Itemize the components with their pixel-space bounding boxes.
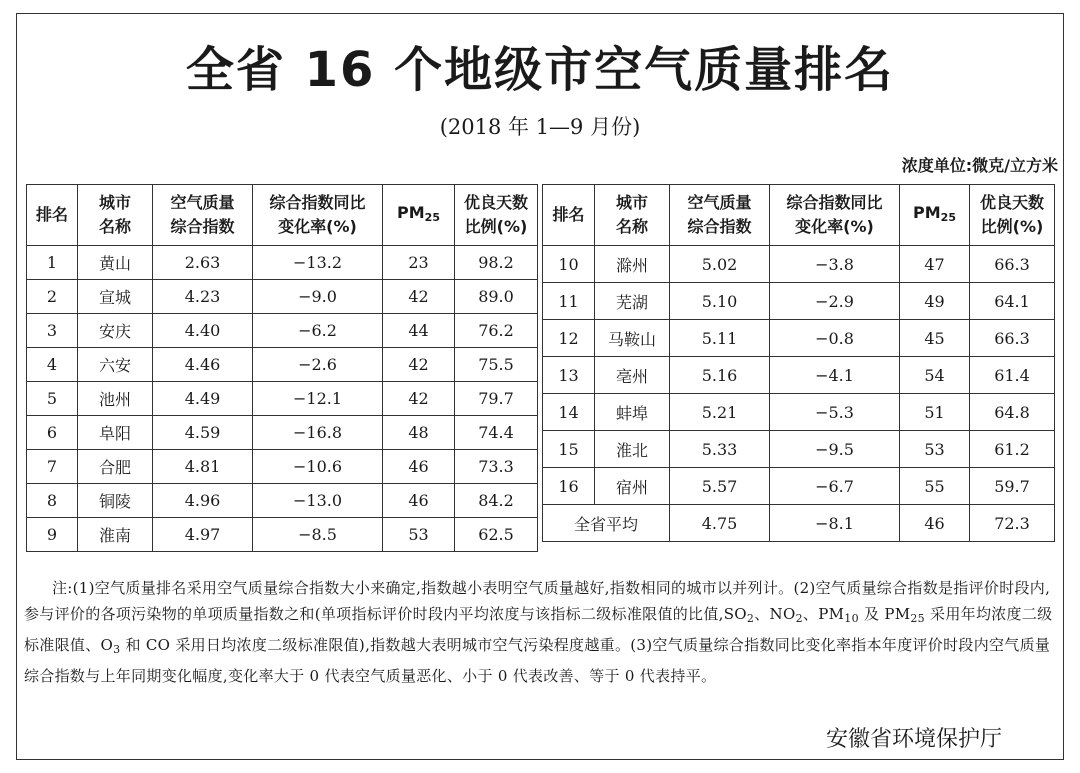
average-label: 全省平均 bbox=[543, 505, 670, 542]
table-row bbox=[543, 431, 1055, 468]
cell-index: 4.59 bbox=[153, 416, 253, 450]
cell-good-days: 64.8 bbox=[970, 394, 1055, 431]
cell-change: −2.9 bbox=[770, 283, 900, 320]
ranking-table-right bbox=[542, 184, 1055, 542]
cell-index: 4.23 bbox=[153, 280, 253, 314]
cell-good-days: 61.4 bbox=[970, 357, 1055, 394]
average-good-days: 72.3 bbox=[970, 505, 1055, 542]
table-row bbox=[543, 246, 1055, 283]
cell-rank: 8 bbox=[27, 484, 78, 518]
header-index: 空气质量 综合指数 bbox=[670, 185, 770, 246]
cell-index: 4.49 bbox=[153, 382, 253, 416]
cell-rank: 14 bbox=[543, 394, 595, 431]
average-index: 4.75 bbox=[670, 505, 770, 542]
cell-good-days: 73.3 bbox=[455, 450, 538, 484]
page-subtitle: (2018 年 1—9 月份) bbox=[439, 115, 641, 139]
cell-rank: 1 bbox=[27, 246, 78, 280]
cell-change: −9.5 bbox=[770, 431, 900, 468]
footnote: 注:(1)空气质量排名采用空气质量综合指数大小来确定,指数越小表明空气质量越好,指数相同的城市以并列计。(2)空气质量综合指数是指评价时段内,参与评价的各项污染物的单项质量指数之和(单项指标评价时段内平均浓度与该指标二级标准限值的比值$,SO_2$、$NO_2$、$PM_{10}$ 及 $PM_{25}$ 采用年均浓度二级标准限值、$O_3$ 和 CO 采用日均浓度二级标准限值),指数越大表明城市空气污染程度越重。(3)空气质量综合指数同比变化率指本年度评价时段内空气质量综合指数与上年同期变化幅度,变化率大于 0 代表空气质量恶化、小于 0 代表改善、等于 0 代表持平。 bbox=[24, 579, 1053, 685]
cell-city: 宣城 bbox=[78, 280, 153, 314]
header-good-days: 优良天数 比例(%) bbox=[970, 185, 1055, 246]
table-row bbox=[27, 280, 538, 314]
table-row bbox=[543, 320, 1055, 357]
cell-good-days: 66.3 bbox=[970, 246, 1055, 283]
cell-good-days: 84.2 bbox=[455, 484, 538, 518]
cell-pm25: 47 bbox=[900, 246, 970, 283]
cell-index: 5.16 bbox=[670, 357, 770, 394]
cell-index: 4.46 bbox=[153, 348, 253, 382]
cell-city: 淮北 bbox=[595, 431, 670, 468]
cell-change: −10.6 bbox=[253, 450, 383, 484]
cell-change: −4.1 bbox=[770, 357, 900, 394]
cell-pm25: 42 bbox=[383, 280, 455, 314]
cell-change: −12.1 bbox=[253, 382, 383, 416]
cell-change: −5.3 bbox=[770, 394, 900, 431]
cell-pm25: 55 bbox=[900, 468, 970, 505]
cell-change: −8.5 bbox=[253, 518, 383, 552]
cell-index: 4.81 bbox=[153, 450, 253, 484]
table-row bbox=[27, 484, 538, 518]
cell-pm25: 45 bbox=[900, 320, 970, 357]
cell-good-days: 59.7 bbox=[970, 468, 1055, 505]
cell-good-days: 61.2 bbox=[970, 431, 1055, 468]
cell-rank: 15 bbox=[543, 431, 595, 468]
cell-rank: 10 bbox=[543, 246, 595, 283]
cell-city: 阜阳 bbox=[78, 416, 153, 450]
ranking-table-left bbox=[26, 184, 538, 552]
cell-good-days: 98.2 bbox=[455, 246, 538, 280]
cell-change: −6.2 bbox=[253, 314, 383, 348]
table-row bbox=[27, 246, 538, 280]
cell-rank: 12 bbox=[543, 320, 595, 357]
cell-rank: 16 bbox=[543, 468, 595, 505]
cell-index: 4.96 bbox=[153, 484, 253, 518]
cell-index: 5.11 bbox=[670, 320, 770, 357]
table-row bbox=[27, 348, 538, 382]
average-row bbox=[543, 505, 1055, 542]
cell-change: −16.8 bbox=[253, 416, 383, 450]
cell-rank: 9 bbox=[27, 518, 78, 552]
cell-index: 4.40 bbox=[153, 314, 253, 348]
cell-city: 蚌埠 bbox=[595, 394, 670, 431]
header-rank: 排名 bbox=[27, 185, 78, 246]
cell-city: 亳州 bbox=[595, 357, 670, 394]
cell-good-days: 89.0 bbox=[455, 280, 538, 314]
cell-good-days: 76.2 bbox=[455, 314, 538, 348]
cell-index: 5.21 bbox=[670, 394, 770, 431]
table-header-row bbox=[27, 185, 538, 246]
cell-rank: 6 bbox=[27, 416, 78, 450]
cell-rank: 3 bbox=[27, 314, 78, 348]
header-change: 综合指数同比 变化率(%) bbox=[253, 185, 383, 246]
cell-city: 六安 bbox=[78, 348, 153, 382]
cell-rank: 13 bbox=[543, 357, 595, 394]
cell-city: 淮南 bbox=[78, 518, 153, 552]
cell-good-days: 74.4 bbox=[455, 416, 538, 450]
cell-pm25: 54 bbox=[900, 357, 970, 394]
header-index: 空气质量 综合指数 bbox=[153, 185, 253, 246]
cell-city: 黄山 bbox=[78, 246, 153, 280]
cell-pm25: 51 bbox=[900, 394, 970, 431]
cell-index: 2.63 bbox=[153, 246, 253, 280]
cell-good-days: 66.3 bbox=[970, 320, 1055, 357]
cell-change: −9.0 bbox=[253, 280, 383, 314]
table-row bbox=[543, 357, 1055, 394]
cell-good-days: 64.1 bbox=[970, 283, 1055, 320]
table-row bbox=[543, 394, 1055, 431]
page-title: 全省 16 个地级市空气质量排名 bbox=[185, 42, 895, 98]
cell-pm25: 23 bbox=[383, 246, 455, 280]
cell-index: 5.57 bbox=[670, 468, 770, 505]
cell-city: 安庆 bbox=[78, 314, 153, 348]
cell-rank: 2 bbox=[27, 280, 78, 314]
header-pm25: $PM_{25}$ bbox=[383, 185, 455, 246]
cell-change: −0.8 bbox=[770, 320, 900, 357]
cell-city: 池州 bbox=[78, 382, 153, 416]
header-good-days: 优良天数 比例(%) bbox=[455, 185, 538, 246]
cell-city: 铜陵 bbox=[78, 484, 153, 518]
cell-index: 5.10 bbox=[670, 283, 770, 320]
cell-pm25: 48 bbox=[383, 416, 455, 450]
table-row bbox=[27, 416, 538, 450]
cell-rank: 5 bbox=[27, 382, 78, 416]
cell-city: 马鞍山 bbox=[595, 320, 670, 357]
unit-note: 浓度单位:微克/立方米 bbox=[901, 156, 1058, 175]
cell-pm25: 44 bbox=[383, 314, 455, 348]
cell-change: −2.6 bbox=[253, 348, 383, 382]
cell-pm25: 53 bbox=[383, 518, 455, 552]
table-row bbox=[543, 468, 1055, 505]
cell-change: −6.7 bbox=[770, 468, 900, 505]
cell-city: 合肥 bbox=[78, 450, 153, 484]
table-row bbox=[27, 518, 538, 552]
cell-rank: 4 bbox=[27, 348, 78, 382]
average-change: −8.1 bbox=[770, 505, 900, 542]
cell-index: 5.33 bbox=[670, 431, 770, 468]
header-rank: 排名 bbox=[543, 185, 595, 246]
table-row bbox=[27, 450, 538, 484]
cell-city: 芜湖 bbox=[595, 283, 670, 320]
cell-pm25: 42 bbox=[383, 348, 455, 382]
cell-pm25: 53 bbox=[900, 431, 970, 468]
cell-pm25: 49 bbox=[900, 283, 970, 320]
header-change: 综合指数同比 变化率(%) bbox=[770, 185, 900, 246]
cell-city: 宿州 bbox=[595, 468, 670, 505]
cell-pm25: 46 bbox=[383, 450, 455, 484]
cell-change: −13.2 bbox=[253, 246, 383, 280]
header-city: 城市 名称 bbox=[595, 185, 670, 246]
cell-index: 4.97 bbox=[153, 518, 253, 552]
header-city: 城市 名称 bbox=[78, 185, 153, 246]
cell-good-days: 75.5 bbox=[455, 348, 538, 382]
cell-pm25: 46 bbox=[383, 484, 455, 518]
cell-rank: 7 bbox=[27, 450, 78, 484]
cell-pm25: 42 bbox=[383, 382, 455, 416]
cell-rank: 11 bbox=[543, 283, 595, 320]
table-row bbox=[27, 382, 538, 416]
header-pm25: $PM_{25}$ bbox=[900, 185, 970, 246]
cell-change: −3.8 bbox=[770, 246, 900, 283]
table-row bbox=[543, 283, 1055, 320]
cell-good-days: 62.5 bbox=[455, 518, 538, 552]
organization-name: 安徽省环境保护厅 bbox=[825, 727, 1002, 752]
table-row bbox=[27, 314, 538, 348]
cell-change: −13.0 bbox=[253, 484, 383, 518]
average-pm25: 46 bbox=[900, 505, 970, 542]
cell-good-days: 79.7 bbox=[455, 382, 538, 416]
table-header-row bbox=[543, 185, 1055, 246]
cell-city: 滁州 bbox=[595, 246, 670, 283]
cell-index: 5.02 bbox=[670, 246, 770, 283]
